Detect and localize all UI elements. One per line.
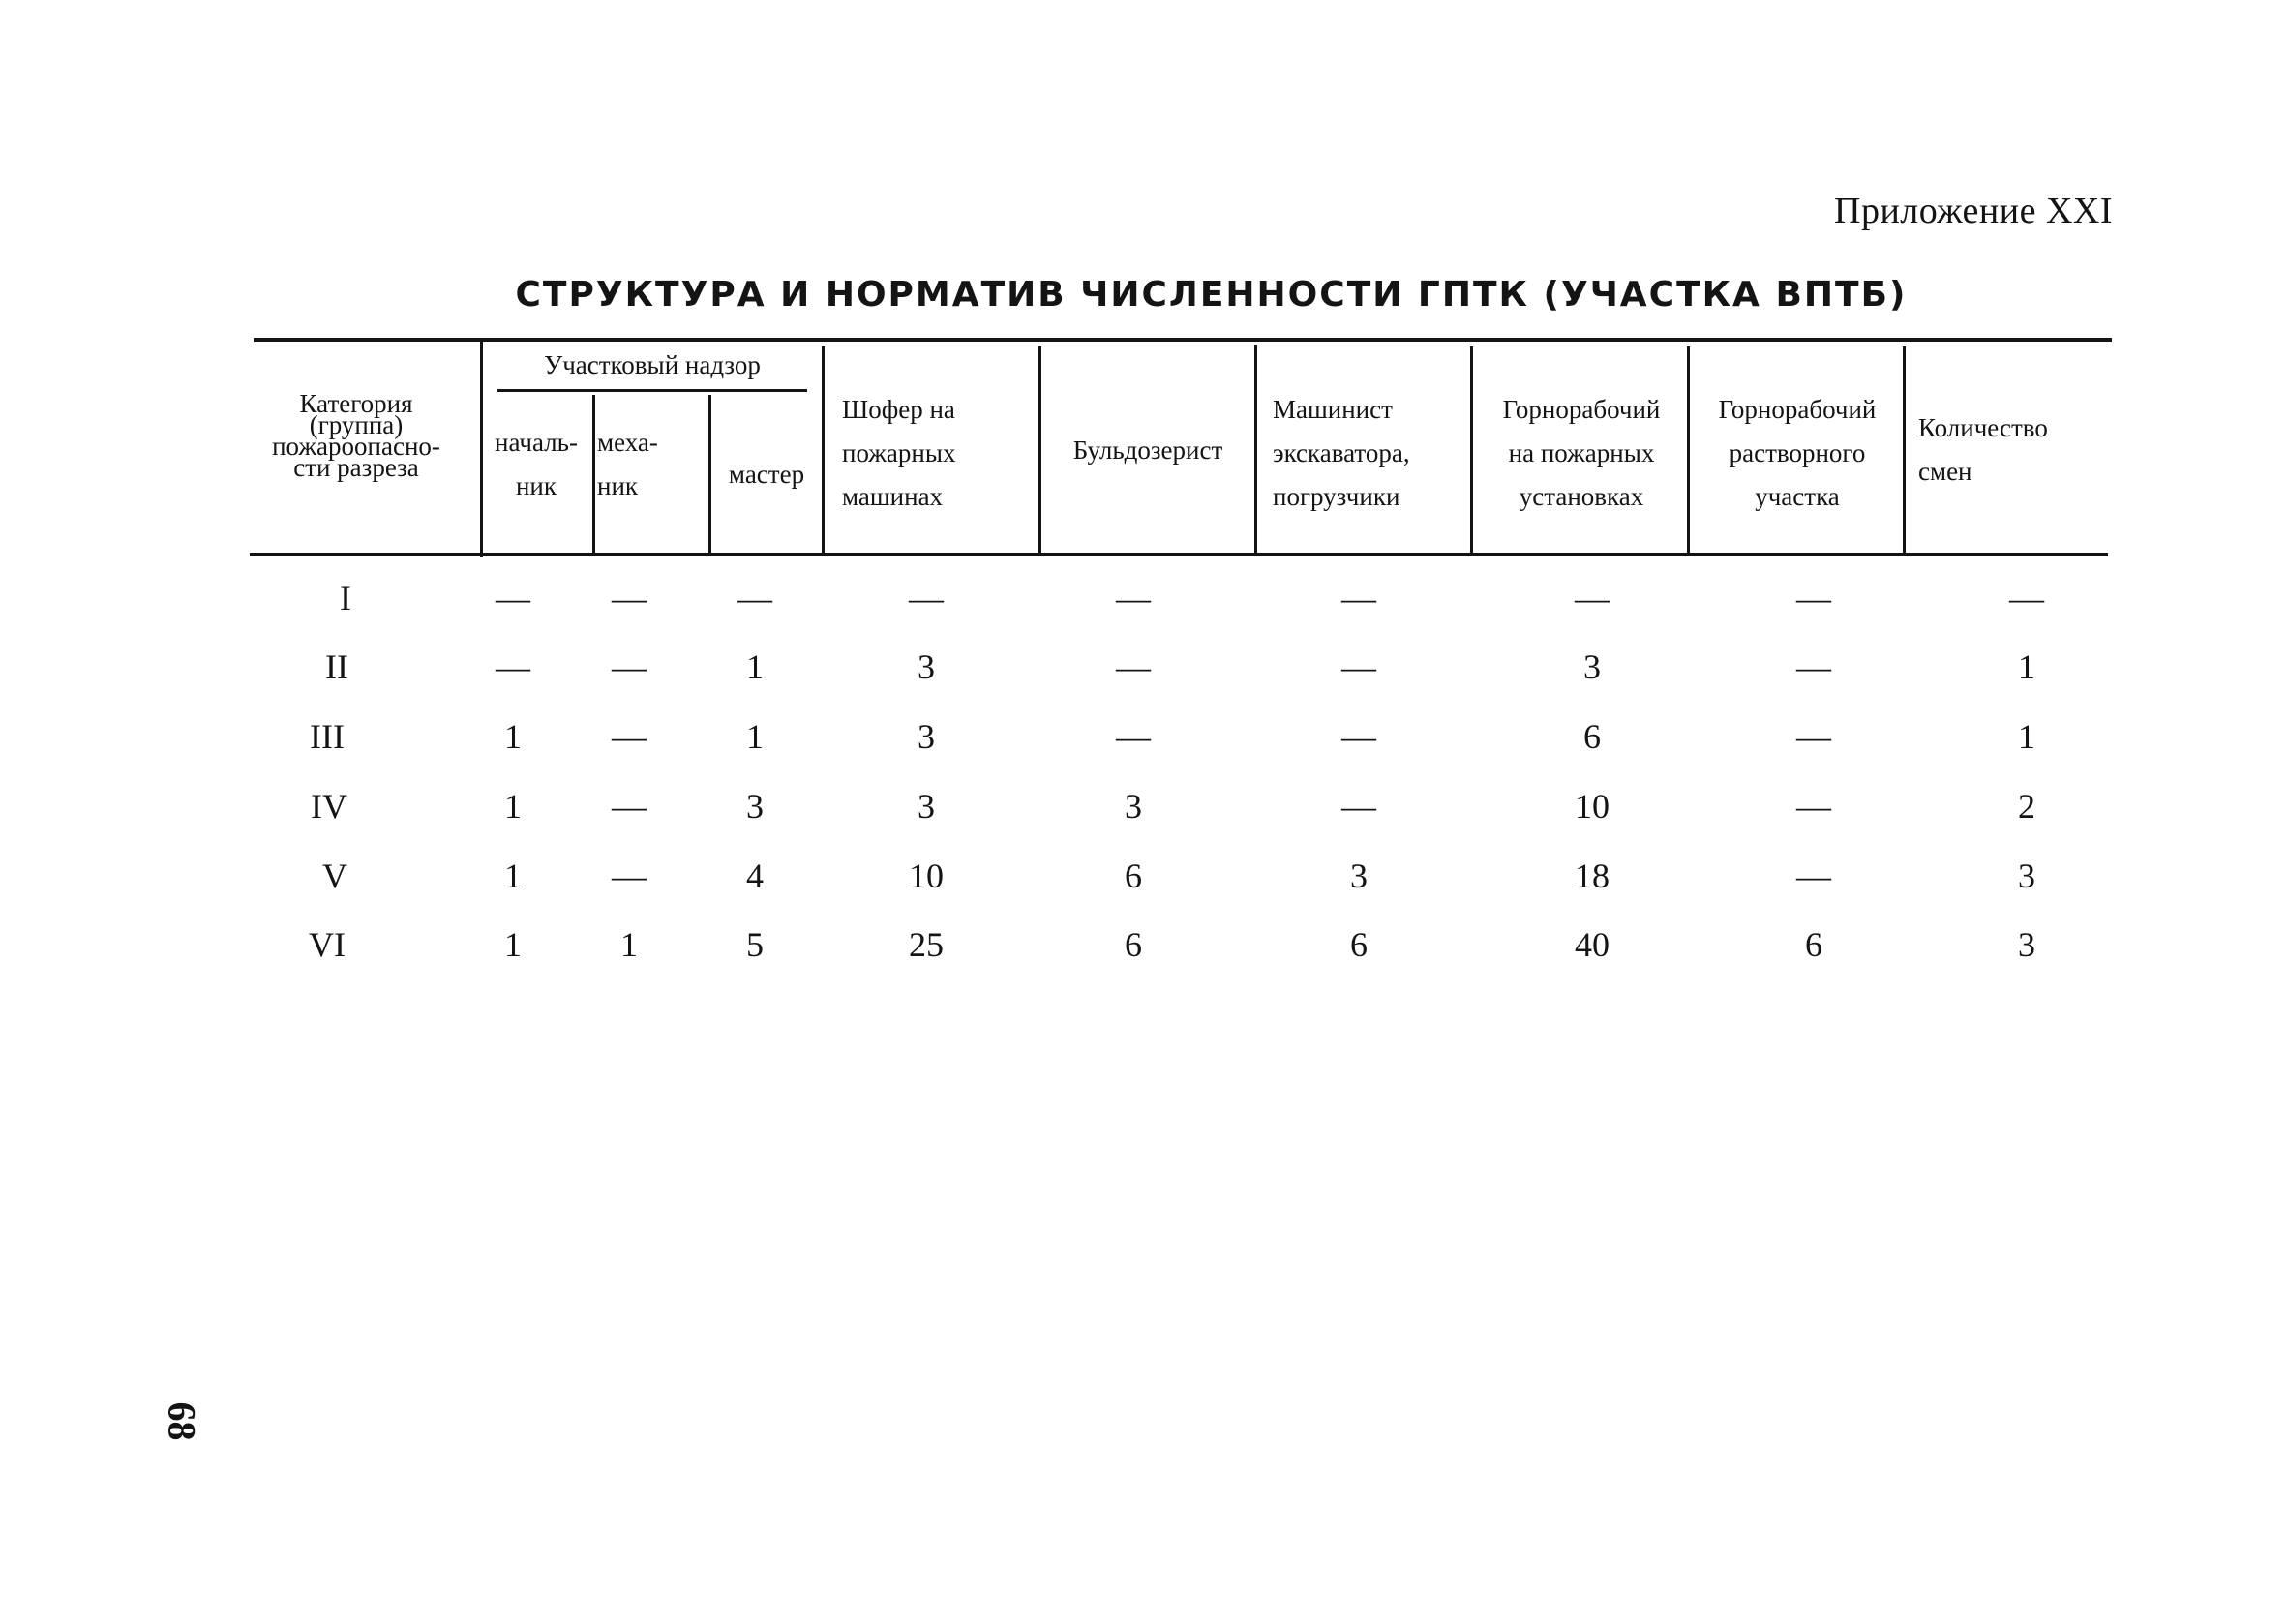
appendix-label: Приложение XXI bbox=[1834, 191, 2113, 231]
value-cell: 3 bbox=[918, 647, 935, 686]
header-driver-line: машинах bbox=[842, 481, 944, 511]
column-divider bbox=[1687, 346, 1690, 554]
value-cell: — bbox=[1341, 787, 1376, 826]
value-cell: 6 bbox=[1350, 925, 1368, 964]
header-bulldozer bbox=[1041, 421, 1254, 479]
header-supervision-group-text: Участковый надзор bbox=[544, 349, 761, 379]
header-machinist-line: погрузчики bbox=[1273, 481, 1400, 511]
value-cell: 1 bbox=[504, 857, 522, 895]
header-category-line: Категория bbox=[299, 389, 413, 418]
value-cell: — bbox=[612, 857, 647, 895]
header-chief bbox=[480, 406, 592, 523]
value-cell: — bbox=[1796, 717, 1831, 756]
supervision-group-rule bbox=[497, 389, 807, 392]
header-mechanic-line: ник bbox=[597, 471, 639, 500]
header-machinist-line: экскаватора, bbox=[1273, 437, 1410, 467]
column-divider bbox=[1470, 346, 1473, 554]
header-shifts bbox=[1918, 402, 2102, 498]
header-foreman bbox=[711, 445, 822, 503]
value-cell: 1 bbox=[620, 925, 638, 964]
value-cell: — bbox=[1796, 787, 1831, 826]
value-cell: 1 bbox=[2018, 647, 2035, 686]
value-cell: — bbox=[1116, 579, 1151, 617]
value-cell: 1 bbox=[504, 787, 522, 826]
header-miner-fire-line: на пожарных bbox=[1508, 437, 1655, 467]
header-bulldozer-text: Бульдозерист bbox=[1072, 435, 1223, 465]
header-chief-line: ник bbox=[515, 471, 557, 500]
value-cell: 3 bbox=[746, 787, 764, 826]
header-miner-fire-line: Горнорабочий bbox=[1502, 394, 1661, 424]
value-cell: 3 bbox=[1583, 647, 1601, 686]
value-cell: — bbox=[1341, 579, 1376, 617]
table-row bbox=[0, 569, 2287, 627]
value-cell: — bbox=[1116, 647, 1151, 686]
value-cell: 3 bbox=[1350, 857, 1368, 895]
category-cell: VI bbox=[309, 925, 346, 964]
value-cell: 1 bbox=[746, 717, 764, 756]
value-cell: — bbox=[1796, 579, 1831, 617]
column-divider bbox=[1254, 345, 1257, 554]
value-cell: 1 bbox=[504, 717, 522, 756]
header-shifts-line: Количество bbox=[1918, 413, 2048, 442]
table-row bbox=[0, 707, 2287, 766]
value-cell: — bbox=[1116, 717, 1151, 756]
value-cell: 3 bbox=[2018, 925, 2035, 964]
value-cell: 3 bbox=[918, 717, 935, 756]
header-chief-line: началь- bbox=[495, 428, 578, 457]
value-cell: 1 bbox=[504, 925, 522, 964]
header-miner-fire bbox=[1476, 385, 1687, 521]
value-cell: 1 bbox=[746, 647, 764, 686]
header-driver-line: Шофер на bbox=[842, 394, 955, 424]
table-header-bottom-rule bbox=[250, 553, 2108, 556]
header-miner-mortar-line: Горнорабочий bbox=[1718, 394, 1877, 424]
column-divider bbox=[592, 395, 595, 554]
value-cell: — bbox=[1341, 717, 1376, 756]
value-cell: 10 bbox=[1575, 787, 1610, 826]
header-foreman-text: мастер bbox=[728, 459, 805, 489]
value-cell: 6 bbox=[1125, 925, 1142, 964]
header-driver bbox=[842, 385, 1036, 521]
value-cell: 5 bbox=[746, 925, 764, 964]
value-cell: 2 bbox=[2018, 787, 2035, 826]
table-row bbox=[0, 777, 2287, 835]
table-row bbox=[0, 638, 2287, 696]
value-cell: — bbox=[2009, 579, 2044, 617]
value-cell: 1 bbox=[2018, 717, 2035, 756]
category-cell: V bbox=[322, 857, 347, 895]
value-cell: 40 bbox=[1575, 925, 1610, 964]
value-cell: — bbox=[1575, 579, 1610, 617]
table-title: СТРУКТУРА И НОРМАТИВ ЧИСЛЕННОСТИ ГПТК (УЧАСТКА ВПТБ) bbox=[515, 275, 1908, 315]
value-cell: — bbox=[496, 579, 530, 617]
header-supervision-group bbox=[483, 341, 822, 389]
header-category bbox=[240, 389, 472, 482]
category-cell: II bbox=[325, 647, 348, 686]
value-cell: — bbox=[496, 647, 530, 686]
value-cell: — bbox=[612, 717, 647, 756]
value-cell: — bbox=[1796, 647, 1831, 686]
header-miner-mortar-line: растворного bbox=[1729, 437, 1866, 467]
table-row bbox=[0, 916, 2287, 974]
column-divider bbox=[1903, 346, 1906, 554]
header-category-line: пожароопасно- bbox=[272, 432, 440, 461]
value-cell: 3 bbox=[1125, 787, 1142, 826]
header-driver-line: пожарных bbox=[842, 437, 956, 467]
category-cell: III bbox=[310, 717, 345, 756]
value-cell: 6 bbox=[1125, 857, 1142, 895]
header-miner-fire-line: установках bbox=[1519, 481, 1644, 511]
header-category-line: сти разреза bbox=[293, 453, 419, 482]
value-cell: 18 bbox=[1575, 857, 1610, 895]
header-mechanic-line: меха- bbox=[597, 428, 658, 457]
value-cell: — bbox=[909, 579, 944, 617]
value-cell: — bbox=[612, 579, 647, 617]
table-row bbox=[0, 847, 2287, 905]
header-machinist-line: Машинист bbox=[1273, 394, 1393, 424]
header-miner-mortar-line: участка bbox=[1755, 481, 1840, 511]
value-cell: 6 bbox=[1805, 925, 1822, 964]
value-cell: — bbox=[737, 579, 772, 617]
category-cell: IV bbox=[311, 787, 347, 826]
value-cell: — bbox=[1341, 647, 1376, 686]
header-mechanic bbox=[597, 406, 706, 523]
page-number: 68 bbox=[160, 1401, 204, 1441]
value-cell: — bbox=[1796, 857, 1831, 895]
header-shifts-line: смен bbox=[1918, 457, 1972, 486]
column-divider bbox=[822, 346, 825, 554]
header-machinist bbox=[1273, 385, 1470, 521]
value-cell: 25 bbox=[909, 925, 944, 964]
category-cell: I bbox=[340, 579, 351, 617]
value-cell: — bbox=[612, 647, 647, 686]
value-cell: 6 bbox=[1583, 717, 1601, 756]
value-cell: 3 bbox=[918, 787, 935, 826]
value-cell: 4 bbox=[746, 857, 764, 895]
value-cell: 10 bbox=[909, 857, 944, 895]
value-cell: 3 bbox=[2018, 857, 2035, 895]
header-category-line: (группа) bbox=[309, 410, 404, 439]
header-miner-mortar bbox=[1692, 385, 1903, 521]
value-cell: — bbox=[612, 787, 647, 826]
